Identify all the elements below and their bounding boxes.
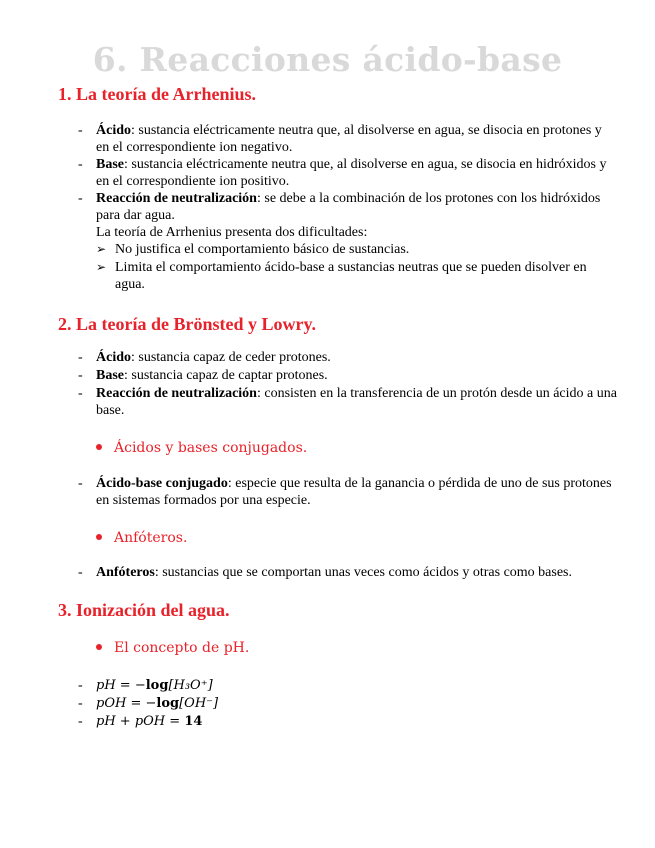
definition: : sustancia eléctricamente neutra que, al disolverse en agua, se disocia en hidróxidos y en el correspondiente ion positivo.: [96, 157, 607, 189]
formula-row: [78, 695, 618, 712]
term: Ácido-base conjugado: [96, 476, 228, 491]
definition: : sustancia capaz de ceder protones.: [131, 350, 331, 365]
arrow-bullet-icon: ➢: [96, 260, 107, 274]
page-title: 6. Reacciones ácido-base: [92, 40, 563, 79]
arrow-bullet-icon: ➢: [96, 242, 107, 256]
formula-eq: = −: [126, 696, 157, 711]
section-3-heading: 3. Ionización del agua.: [58, 600, 230, 620]
term: Base: [96, 368, 124, 383]
definition: : se debe a la combinación de los protones con los hidróxidos para dar agua.: [96, 191, 601, 223]
term: Anfóteros: [96, 565, 155, 580]
formula-eq: = −: [115, 678, 146, 693]
subheading-amphoteric: [96, 529, 187, 547]
definition: : especie que resulta de la ganancia o pérdida de uno de sus protones en sistemas formados por una especie.: [96, 476, 612, 508]
formula-lhs: pOH: [96, 696, 127, 711]
term: Reacción de neutralización: [96, 191, 257, 206]
list-item: [78, 190, 618, 224]
list-item: [78, 156, 618, 190]
dash-marker: -: [78, 123, 83, 138]
section-1-heading: 1. La teoría de Arrhenius.: [58, 84, 256, 104]
dash-marker: -: [78, 368, 83, 383]
list-item: [78, 349, 618, 366]
formula-row: [78, 677, 618, 694]
term: Reacción de neutralización: [96, 386, 257, 401]
dash-marker: -: [78, 157, 83, 172]
dash-marker: -: [78, 476, 83, 491]
formula-eq: =: [165, 714, 185, 729]
definition: : sustancia eléctricamente neutra que, al disolverse en agua, se disocia en protones y en el correspondiente ion negativo.: [96, 123, 602, 155]
subheading-text: El concepto de pH.: [114, 640, 250, 656]
term: Base: [96, 157, 124, 172]
difficulty-text: Limita el comportamiento ácido-base a sustancias neutras que se pueden disolver en agua.: [115, 260, 587, 292]
subheading-ph: [96, 639, 249, 657]
formula-log: log: [145, 678, 169, 693]
formula-lhs: pH: [96, 678, 116, 693]
dash-marker: -: [78, 565, 83, 580]
list-item: [96, 241, 616, 258]
subheading-conjugate: [96, 439, 307, 457]
subheading-text: Anfóteros.: [114, 530, 188, 546]
dash-marker: -: [78, 386, 83, 401]
difficulty-text: No justifica el comportamiento básico de sustancias.: [115, 242, 410, 257]
bullet-dot-icon: [96, 444, 102, 450]
dash-marker: -: [78, 191, 83, 206]
list-item: [78, 385, 618, 419]
bullet-dot-icon: [96, 644, 102, 650]
term: Ácido: [96, 123, 131, 138]
section-2-heading: 2. La teoría de Brönsted y Lowry.: [58, 314, 316, 334]
formula-arg: [H₃O⁺]: [168, 678, 213, 693]
formula-row: [78, 713, 618, 730]
list-item: [78, 564, 638, 581]
term: Ácido: [96, 350, 131, 365]
dash-marker: -: [78, 714, 83, 729]
definition: : sustancias que se comportan unas veces como ácidos y otras como bases.: [154, 565, 573, 580]
list-item: [78, 367, 618, 384]
bullet-dot-icon: [96, 534, 102, 540]
definition: : sustancia capaz de captar protones.: [124, 368, 328, 383]
list-item: [78, 122, 618, 156]
list-item: [96, 259, 616, 293]
definition: : consisten en la transferencia de un protón desde un ácido a una base.: [96, 386, 617, 418]
formula-arg: [OH⁻]: [179, 696, 219, 711]
dash-marker: -: [78, 350, 83, 365]
formula-log: log: [156, 696, 180, 711]
formula-lhs: pH + pOH: [96, 714, 166, 729]
formula-value: 14: [184, 714, 203, 729]
arrhenius-note: La teoría de Arrhenius presenta dos dificultades:: [96, 225, 368, 240]
dash-marker: -: [78, 678, 83, 693]
dash-marker: -: [78, 696, 83, 711]
subheading-text: Ácidos y bases conjugados.: [114, 440, 308, 456]
list-item: [78, 475, 618, 509]
